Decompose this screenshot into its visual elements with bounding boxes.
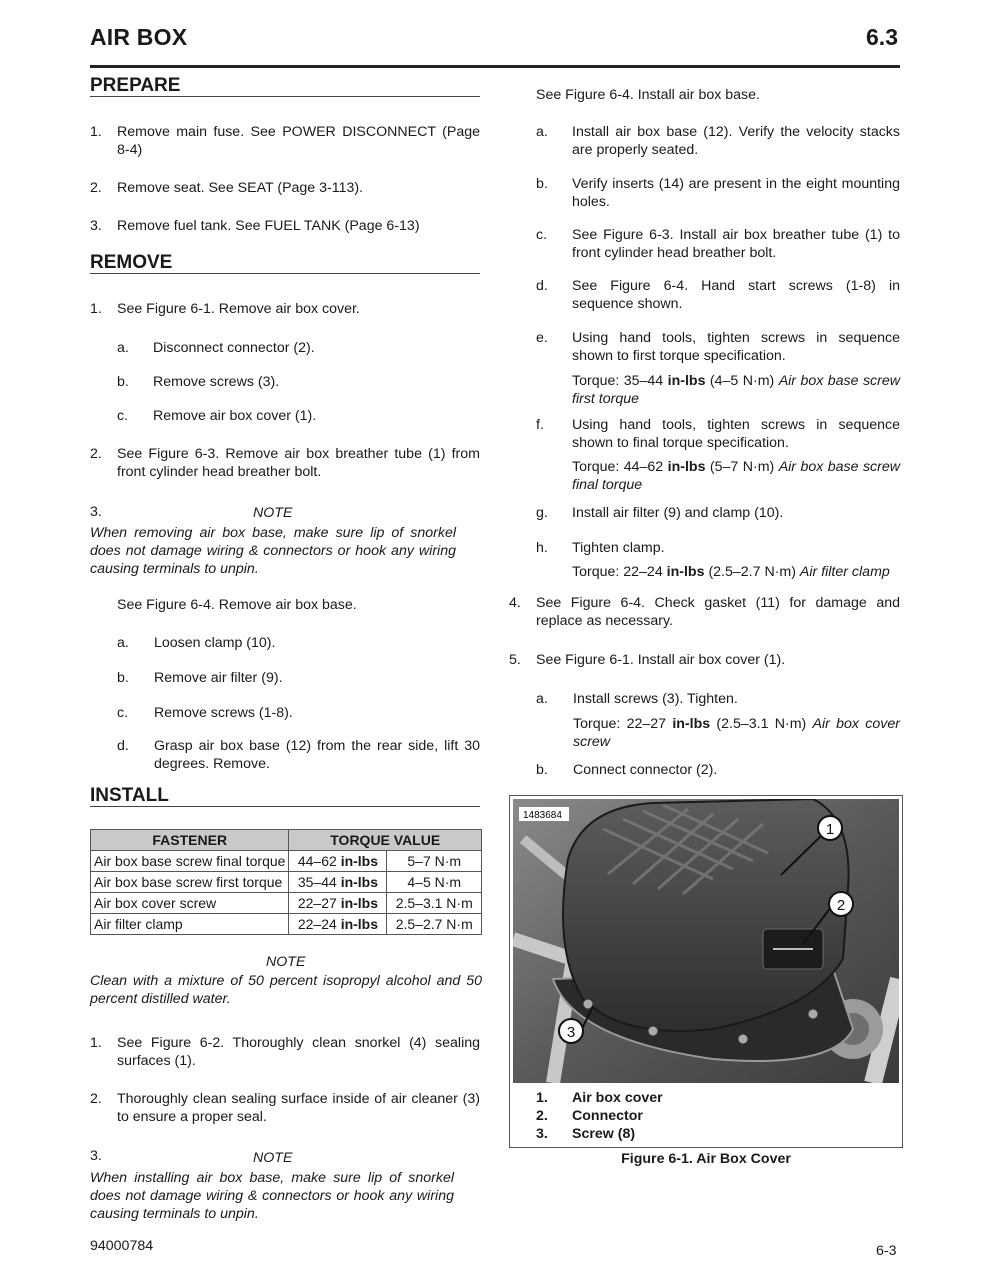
install-step-1-num: 1.	[90, 1035, 102, 1051]
prepare-step-2-text: Remove seat. See SEAT (Page 3-113).	[117, 180, 364, 196]
remove-3b-letter: b.	[117, 670, 129, 686]
remove-1c-text: Remove air box cover (1).	[153, 408, 317, 424]
remove-3a-letter: a.	[117, 635, 129, 651]
table-row	[91, 914, 482, 935]
install-b-letter: b.	[536, 176, 548, 192]
install-step-4-num: 4.	[509, 595, 521, 611]
prepare-step-2-num: 2.	[90, 180, 102, 196]
install-step-1-text: See Figure 6-2. Thoroughly clean snorkel (4) sealing surfaces (1).	[117, 1035, 480, 1069]
remove-1c-letter: c.	[117, 408, 129, 424]
remove-3a-text: Loosen clamp (10).	[154, 635, 276, 651]
header-rule	[90, 65, 900, 68]
install-step-4-text: See Figure 6-4. Check gasket (11) for damage and replace as necessary.	[536, 595, 900, 629]
legend-3-num: 3.	[536, 1126, 548, 1142]
remove-1a-letter: a.	[117, 340, 129, 356]
install-note-label: NOTE	[266, 954, 306, 970]
install-d-letter: d.	[536, 278, 548, 294]
remove-step-1-text: See Figure 6-1. Remove air box cover.	[117, 301, 360, 317]
callout-2: 2	[836, 897, 846, 914]
remove-step-1-num: 1.	[90, 301, 102, 317]
air-box-illustration	[513, 799, 899, 1083]
remove-note-text: When removing air box base, make sure lip of snorkel does not damage wiring & connectors or hook any wiring causing terminals to unpin.	[90, 525, 456, 577]
prepare-step-1-text: Remove main fuse. See POWER DISCONNECT (Page 8-4)	[117, 124, 480, 158]
table-row	[91, 872, 482, 893]
torque-spec-e: Torque: 35–44 in-lbs (4–5 N·m) Air box base screw first torque	[572, 373, 901, 407]
install-step-3-note-label: NOTE	[253, 1150, 293, 1166]
legend-2-label: Connector	[572, 1108, 643, 1124]
legend-1-label: Air box cover	[572, 1090, 663, 1106]
figure-image-id: 1483684	[523, 810, 562, 821]
remove-3c-text: Remove screws (1-8).	[154, 705, 293, 721]
legend-3-label: Screw (8)	[572, 1126, 636, 1142]
remove-note-label: NOTE	[253, 505, 293, 521]
install-f-letter: f.	[536, 417, 544, 433]
install-step-2-text: Thoroughly clean sealing surface inside of air cleaner (3) to ensure a proper seal.	[117, 1091, 480, 1125]
remove-heading: REMOVE	[90, 252, 173, 273]
table-row	[91, 851, 482, 872]
prepare-rule	[90, 96, 480, 97]
install-heading: INSTALL	[90, 785, 169, 806]
install-a-text: Install air box base (12). Verify the velocity stacks are properly seated.	[572, 124, 900, 158]
doc-number: 94000784	[90, 1238, 154, 1254]
metric-cell: 2.5–3.1 N·m	[387, 893, 482, 914]
install-g-text: Install air filter (9) and clamp (10).	[572, 505, 784, 521]
install-intro: See Figure 6-4. Install air box base.	[536, 87, 760, 103]
imperial-cell: 35–44 in-lbs	[289, 872, 387, 893]
install-step-5-num: 5.	[509, 652, 521, 668]
table-header-torque: TORQUE VALUE	[289, 830, 482, 851]
remove-3d-text: Grasp air box base (12) from the rear side, lift 30 degrees. Remove.	[154, 738, 480, 772]
metric-cell: 5–7 N·m	[387, 851, 482, 872]
install-c-text: See Figure 6-3. Install air box breather tube (1) to front cylinder head breather bolt.	[572, 227, 900, 261]
imperial-cell: 44–62 in-lbs	[289, 851, 387, 872]
prepare-heading: PREPARE	[90, 75, 181, 96]
install-c-letter: c.	[536, 227, 548, 243]
install-step-3-num: 3.	[90, 1148, 102, 1164]
prepare-step-3-num: 3.	[90, 218, 102, 234]
torque-spec-f: Torque: 44–62 in-lbs (5–7 N·m) Air box base screw final torque	[572, 459, 901, 493]
install-g-letter: g.	[536, 505, 548, 521]
install-5b-text: Connect connector (2).	[573, 762, 718, 778]
fastener-cell: Air box base screw final torque	[91, 851, 289, 872]
imperial-cell: 22–27 in-lbs	[289, 893, 387, 914]
torque-spec-h: Torque: 22–24 in-lbs (2.5–2.7 N·m) Air filter clamp	[572, 564, 890, 580]
remove-3d-letter: d.	[117, 738, 129, 754]
remove-3b-text: Remove air filter (9).	[154, 670, 283, 686]
callout-3: 3	[566, 1024, 576, 1041]
prepare-step-1-num: 1.	[90, 124, 102, 140]
remove-1b-text: Remove screws (3).	[153, 374, 280, 390]
install-h-text: Tighten clamp.	[572, 540, 665, 556]
metric-cell: 2.5–2.7 N·m	[387, 914, 482, 935]
install-5a-letter: a.	[536, 691, 548, 707]
remove-step-3-text: See Figure 6-4. Remove air box base.	[117, 597, 357, 613]
remove-step-3-num: 3.	[90, 504, 102, 520]
torque-spec-5a: Torque: 22–27 in-lbs (2.5–3.1 N·m) Air box cover screw	[573, 716, 900, 750]
install-5a-text: Install screws (3). Tighten.	[573, 691, 738, 707]
legend-2-num: 2.	[536, 1108, 548, 1124]
install-step-5-text: See Figure 6-1. Install air box cover (1).	[536, 652, 786, 668]
install-h-letter: h.	[536, 540, 548, 556]
prepare-step-3-text: Remove fuel tank. See FUEL TANK (Page 6-13)	[117, 218, 420, 234]
air-box-photo	[513, 799, 899, 1083]
section-number: 6.3	[866, 24, 898, 50]
torque-table	[90, 829, 482, 935]
fastener-cell: Air box base screw first torque	[91, 872, 289, 893]
callout-1: 1	[825, 821, 835, 838]
page-title: AIR BOX	[90, 24, 188, 50]
install-b-text: Verify inserts (14) are present in the eight mounting holes.	[572, 176, 900, 210]
legend-1-num: 1.	[536, 1090, 548, 1106]
install-note-text: Clean with a mixture of 50 percent isopropyl alcohol and 50 percent distilled water.	[90, 973, 482, 1007]
remove-step-2-num: 2.	[90, 446, 102, 462]
remove-1b-letter: b.	[117, 374, 129, 390]
metric-cell: 4–5 N·m	[387, 872, 482, 893]
figure-6-1	[509, 795, 903, 1148]
install-f-text: Using hand tools, tighten screws in sequence shown to final torque specification.	[572, 417, 900, 451]
imperial-cell: 22–24 in-lbs	[289, 914, 387, 935]
remove-rule	[90, 273, 480, 274]
install-d-text: See Figure 6-4. Hand start screws (1-8) in sequence shown.	[572, 278, 900, 312]
fastener-cell: Air box cover screw	[91, 893, 289, 914]
fastener-cell: Air filter clamp	[91, 914, 289, 935]
remove-step-2-text: See Figure 6-3. Remove air box breather tube (1) from front cylinder head breather bolt.	[117, 446, 480, 480]
table-header-fastener: FASTENER	[91, 830, 289, 851]
table-row	[91, 893, 482, 914]
remove-3c-letter: c.	[117, 705, 129, 721]
install-a-letter: a.	[536, 124, 548, 140]
install-e-letter: e.	[536, 330, 548, 346]
install-step-2-num: 2.	[90, 1091, 102, 1107]
install-5b-letter: b.	[536, 762, 548, 778]
page-number: 6-3	[876, 1243, 897, 1259]
remove-1a-text: Disconnect connector (2).	[153, 340, 315, 356]
install-step-3-note-text: When installing air box base, make sure lip of snorkel does not damage wiring & connectors or hook any wiring causing terminals to unpin.	[90, 1170, 454, 1222]
install-rule	[90, 806, 480, 807]
install-e-text: Using hand tools, tighten screws in sequence shown to first torque specification.	[572, 330, 900, 364]
figure-caption: Figure 6-1. Air Box Cover	[621, 1151, 791, 1167]
